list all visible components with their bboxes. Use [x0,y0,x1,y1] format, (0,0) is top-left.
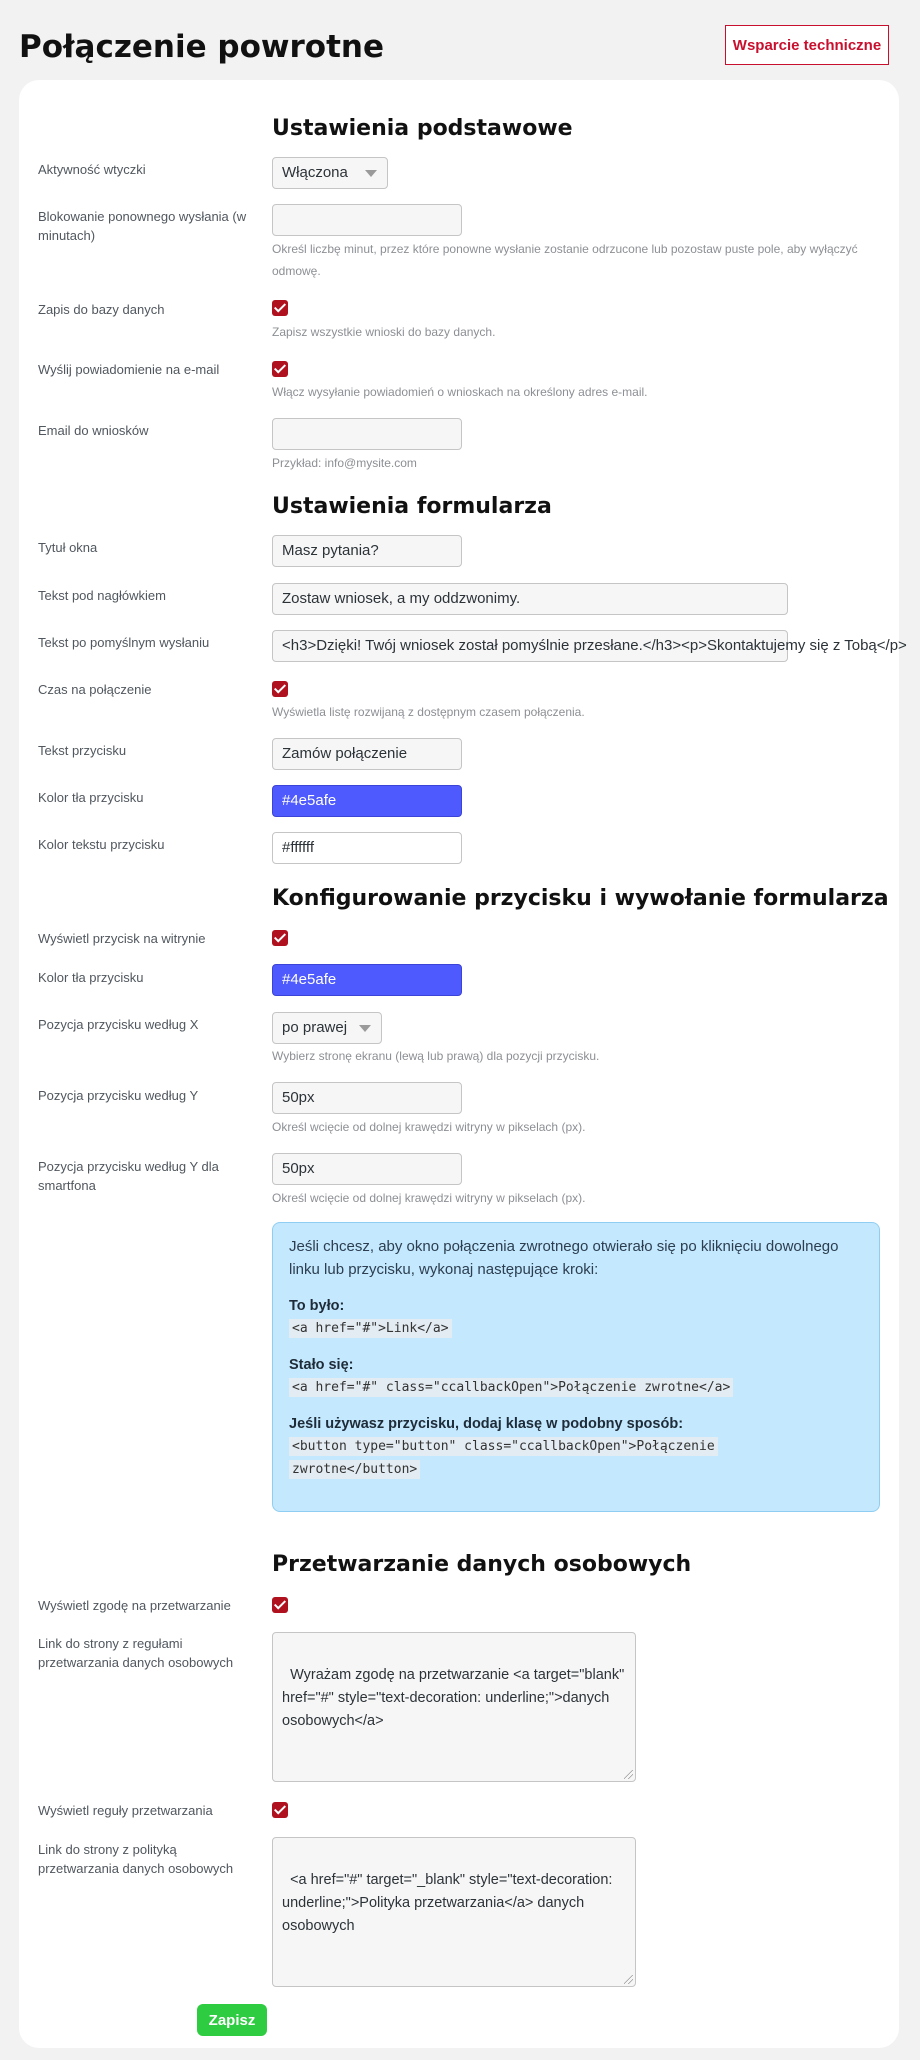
resize-handle-icon[interactable] [624,1770,633,1779]
button-bg-label: Kolor tła przycisku [38,790,144,805]
page-title: Połączenie powrotne [19,29,385,65]
email-notify-label: Wyślij powiadomienie na e-mail [38,362,220,377]
subheading-label: Tekst pod nagłówkiem [38,588,166,603]
info-before-label: To było: [289,1298,345,1314]
policy-link-textarea[interactable] [272,1837,636,1987]
show-button-checkbox[interactable] [272,930,288,946]
pos-x-desc: Wybierz stronę ekranu (lewą lub prawą) dla pozycji przycisku. [272,1049,600,1063]
section-title-privacy: Przetwarzanie danych osobowych [272,1552,692,1577]
button-color-label: Kolor tekstu przycisku [38,837,165,852]
show-consent-label: Wyświetl zgodę na przetwarzanie [38,1598,231,1613]
info-after-code: <a href="#" class="ccallbackOpen">Połączenie zwrotne</a> [289,1378,733,1397]
support-button[interactable]: Wsparcie techniczne [725,25,889,65]
call-time-label: Czas na połączenie [38,682,152,697]
info-after [289,1357,863,1399]
resend-block-input[interactable] [272,204,462,236]
info-after-label: Stało się: [289,1357,354,1373]
button-text-label: Tekst przycisku [38,743,127,758]
info-before-code: <a href="#">Link</a> [289,1319,452,1338]
show-rules-label: Wyświetl reguły przetwarzania [38,1803,213,1818]
pos-x-value: po prawej [282,1019,348,1036]
pos-y-mobile-input[interactable]: 50px [272,1153,462,1185]
window-title-input[interactable]: Masz pytania? [272,535,462,567]
plugin-active-label: Aktywność wtyczki [38,162,146,177]
resend-block-label: Blokowanie ponownego wysłania (w minutach) [38,209,247,243]
section-title-button-config: Konfigurowanie przycisku i wywołanie formularza [272,886,889,911]
email-label: Email do wniosków [38,423,149,438]
policy-link-label: Link do strony z polityką przetwarzania danych osobowych [38,1842,234,1876]
plugin-active-value: Włączona [282,164,348,181]
window-title-label: Tytuł okna [38,540,98,555]
subheading-input[interactable]: Zostaw wniosek, a my oddzwonimy. [272,583,788,615]
section-title-form: Ustawienia formularza [272,494,552,519]
show-button-label: Wyświetl przycisk na witrynie [38,931,206,946]
resend-block-desc: Określ liczbę minut, przez które ponowne wysłanie zostanie odrzucone lub pozostaw puste pole, aby wyłączyć odmowę. [272,242,858,278]
button-color-input[interactable]: #ffffff [272,832,462,864]
pos-x-select[interactable] [272,1012,382,1044]
show-consent-checkbox[interactable] [272,1597,288,1613]
success-text-input[interactable]: <h3>Dzięki! Twój wniosek został pomyślnie przesłane.</h3><p>Skontaktujemy się z Tobą</p> [272,630,788,662]
chevron-down-icon [365,170,377,177]
config-button-bg-label: Kolor tła przycisku [38,970,144,985]
email-notify-desc: Włącz wysyłanie powiadomień o wnioskach na określony adres e-mail. [272,385,648,399]
save-db-desc: Zapisz wszystkie wnioski do bazy danych. [272,325,496,339]
resize-handle-icon[interactable] [624,1975,633,1984]
plugin-active-select[interactable] [272,157,388,189]
pos-y-label: Pozycja przycisku według Y [38,1088,199,1103]
button-text-input[interactable]: Zamów połączenie [272,738,462,770]
save-db-checkbox[interactable] [272,300,288,316]
section-title-basic: Ustawienia podstawowe [272,116,573,141]
email-notify-checkbox[interactable] [272,361,288,377]
consent-link-value: Wyrażam zgodę na przetwarzanie <a target="blank" href="#" style="text-decoration: underline;">danych osobowych</a> [282,1667,629,1729]
chevron-down-icon [359,1025,371,1032]
pos-y-mobile-desc: Określ wcięcie od dolnej krawędzi witryny w pikselach (px). [272,1191,586,1205]
success-text-label: Tekst po pomyślnym wysłaniu [38,635,210,650]
pos-x-label: Pozycja przycisku według X [38,1017,199,1032]
pos-y-mobile-label: Pozycja przycisku według Y dla smartfona [38,1159,219,1193]
consent-link-textarea[interactable] [272,1632,636,1782]
show-rules-checkbox[interactable] [272,1802,288,1818]
info-intro: Jeśli chcesz, aby okno połączenia zwrotnego otwierało się po kliknięciu dowolnego linku lub przycisku, wykonaj następujące kroki: [289,1238,839,1278]
button-bg-color-input[interactable]: #4e5afe [272,785,462,817]
save-db-label: Zapis do bazy danych [38,302,165,317]
info-before [289,1298,863,1340]
save-button[interactable]: Zapisz [197,2004,267,2036]
call-time-desc: Wyświetla listę rozwijaną z dostępnym czasem połączenia. [272,705,585,719]
email-input[interactable] [272,418,462,450]
info-box [272,1222,880,1512]
call-time-checkbox[interactable] [272,681,288,697]
config-button-bg-color-input[interactable]: #4e5afe [272,964,462,996]
info-button-label: Jeśli używasz przycisku, dodaj klasę w podobny sposób: [289,1416,684,1432]
pos-y-input[interactable]: 50px [272,1082,462,1114]
consent-link-label: Link do strony z regułami przetwarzania danych osobowych [38,1636,234,1670]
pos-y-desc: Określ wcięcie od dolnej krawędzi witryny w pikselach (px). [272,1120,586,1134]
policy-link-value: <a href="#" target="_blank" style="text-decoration: underline;">Polityka przetwarzania</a> danych osobowych [282,1872,617,1934]
email-desc: Przykład: info@mysite.com [272,456,417,470]
info-button-code: <button type="button" class="ccallbackOpen">Połączenie zwrotne</button> [289,1437,718,1479]
info-button [289,1416,749,1481]
